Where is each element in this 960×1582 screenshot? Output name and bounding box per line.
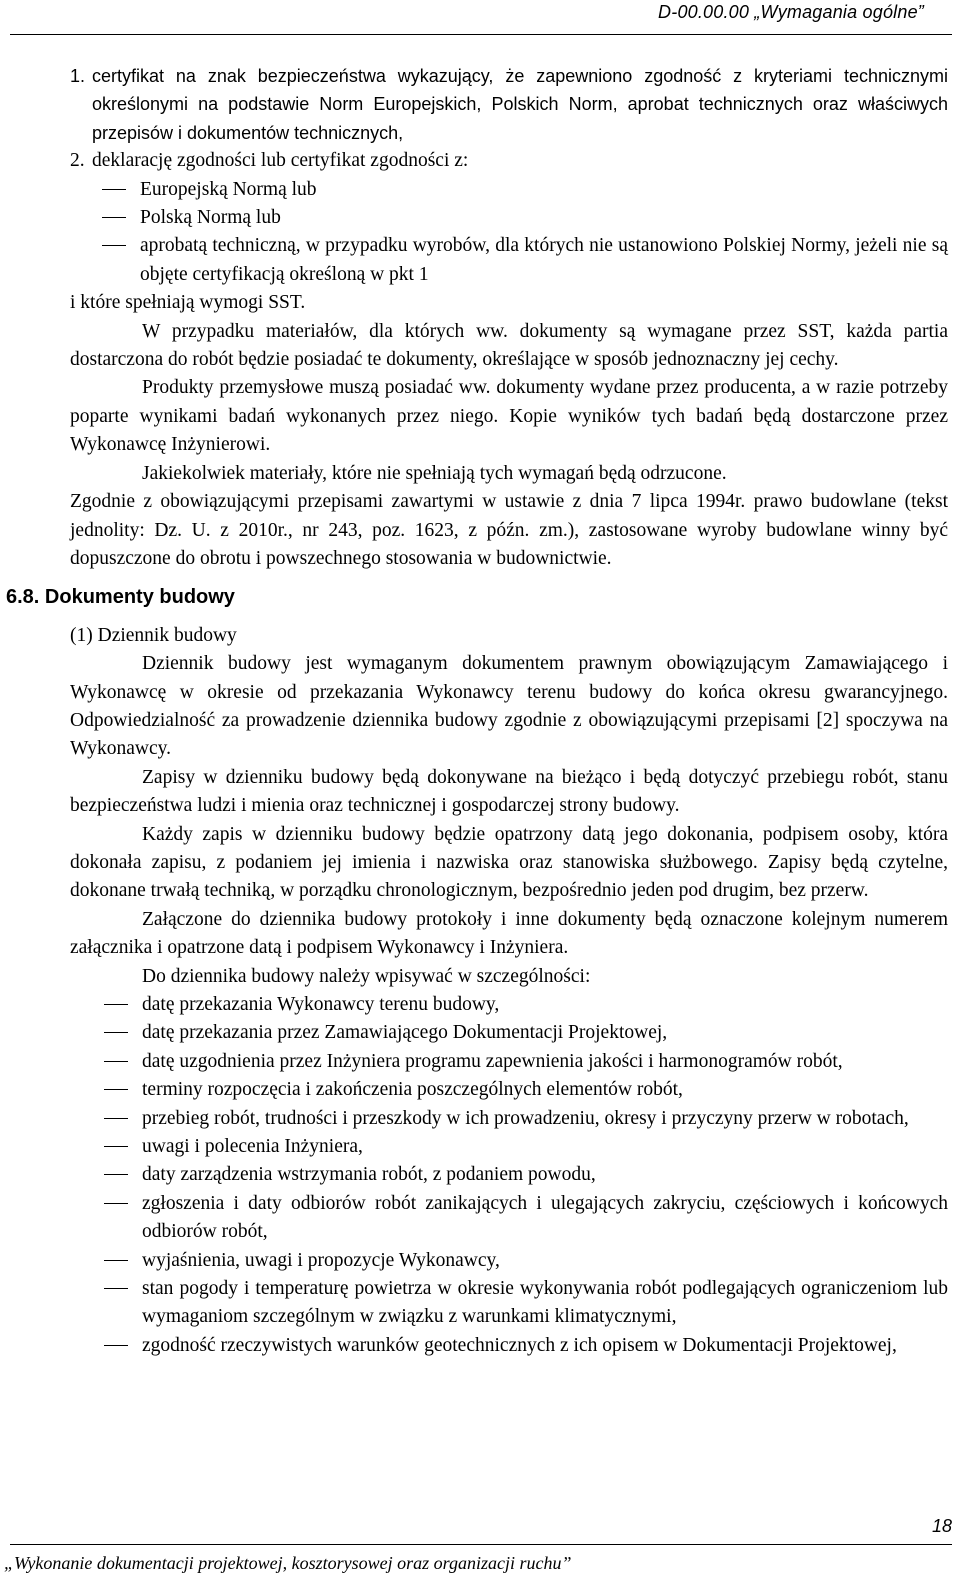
list-item: zgodność rzeczywistych warunków geotechnicznych z ich opisem w Dokumentacji Projektowej, bbox=[70, 1332, 948, 1360]
paragraph: Dziennik budowy jest wymaganym dokumentem prawnym obowiązującym Zamawiającego i Wykonawcę w okresie od przekazania Wykonawcy terenu budowy do końca okresu gwarancyjnego. Odpowiedzialność za prowadzenie dziennika budowy zgodnie z obowiązującymi przepisami [2] spoczywa na Wykonawcy. bbox=[70, 653, 948, 760]
paragraph: Załączone do dziennika budowy protokoły i inne dokumenty będą oznaczone kolejnym numerem załącznika i opatrzone datą i podpisem Wykonawcy i Inżyniera. bbox=[70, 908, 948, 959]
item-text: certyfikat na znak bezpieczeństwa wykazujący, że zapewniono zgodność z kryteriami technicznymi określonymi na podstawie Norm Europejskich, Polskich Norm, aprobat technicznych oraz właściwych przepisów i dokumentów technicznych, bbox=[92, 66, 948, 143]
list-item: uwagi i polecenia Inżyniera, bbox=[70, 1133, 948, 1161]
list-item: daty zarządzenia wstrzymania robót, z podaniem powodu, bbox=[70, 1161, 948, 1189]
running-header: D-00.00.00 „Wymagania ogólne” bbox=[658, 2, 924, 22]
dash-item: aprobatą techniczną, w przypadku wyrobów, dla których nie ustanowiono Polskiej Normy, jeżeli nie są objęte certyfikacją określoną w pkt 1 bbox=[70, 232, 948, 289]
numbered-item-2 bbox=[70, 147, 948, 175]
paragraph: Jakiekolwiek materiały, które nie spełniają tych wymagań będą odrzucone. bbox=[142, 462, 727, 484]
page-number: 18 bbox=[931, 1516, 952, 1536]
list-item: stan pogody i temperaturę powietrza w okresie wykonywania robót podlegających ograniczeniom lub wymaganiom szczególnym w związku z warunkami klimatycznymi, bbox=[70, 1275, 948, 1332]
dash-item: Europejską Normą lub bbox=[70, 176, 948, 204]
paragraph: Produkty przemysłowe muszą posiadać ww. dokumenty wydane przez producenta, a w razie potrzeby poparte wynikami badań wykonanych przez niego. Kopie wyników tych badań będą dostarczone przez Wykonawcę Inżynierowi. bbox=[70, 377, 948, 456]
list-item: terminy rozpoczęcia i zakończenia poszczególnych elementów robót, bbox=[70, 1076, 948, 1104]
list-item: datę przekazania przez Zamawiającego Dokumentacji Projektowej, bbox=[70, 1019, 948, 1047]
numbered-item-1 bbox=[70, 62, 948, 147]
header-rule bbox=[10, 34, 952, 35]
paragraph: Zgodnie z obowiązującymi przepisami zawartymi w ustawie z dnia 7 lipca 1994r. prawo budowlane (tekst jednolity: Dz. U. z 2010r., nr 243, poz. 1623, z późn. zm.), zastosowane wyroby budowlane winny być dopuszczone do obrotu i powszechnego stosowania w budownictwie. bbox=[70, 491, 948, 569]
list-item: zgłoszenia i daty odbiorów robót zanikających i ulegających zakryciu, częściowych i końcowych odbiorów robót, bbox=[70, 1190, 948, 1247]
list-intro: Do dziennika budowy należy wpisywać w szczególności: bbox=[142, 965, 591, 987]
subheading: (1) Dziennik budowy bbox=[70, 624, 237, 646]
section-heading: 6.8. Dokumenty budowy bbox=[6, 586, 235, 609]
list-item: wyjaśnienia, uwagi i propozycje Wykonawcy, bbox=[70, 1247, 948, 1275]
paragraph: W przypadku materiałów, dla których ww. dokumenty są wymagane przez SST, każda partia dostarczona do robót będzie posiadać te dokumenty, określające w sposób jednoznaczny jej cechy. bbox=[70, 320, 948, 371]
paragraph: Zapisy w dzienniku budowy będą dokonywane na bieżąco i będą dotyczyć przebiegu robót, stanu bezpieczeństwa ludzi i mienia oraz technicznej i gospodarczej strony budowy. bbox=[70, 766, 948, 817]
dash-item: Polską Normą lub bbox=[70, 204, 948, 232]
item-number: 2. bbox=[70, 150, 85, 172]
list-item: datę przekazania Wykonawcy terenu budowy, bbox=[70, 991, 948, 1019]
item-text: deklarację zgodności lub certyfikat zgodności z: bbox=[92, 150, 469, 172]
intro-tail: i które spełniają wymogi SST. bbox=[70, 292, 306, 314]
item-number: 1. bbox=[70, 66, 86, 86]
list-item: datę uzgodnienia przez Inżyniera programu zapewnienia jakości i harmonogramów robót, bbox=[70, 1048, 948, 1076]
page-content bbox=[6, 62, 948, 1360]
footer-rule bbox=[10, 1544, 952, 1545]
entry-list bbox=[70, 991, 948, 1360]
list-item: przebieg robót, trudności i przeszkody w ich prowadzeniu, okresy i przyczyny przerw w robotach, bbox=[70, 1105, 948, 1133]
paragraph: Każdy zapis w dzienniku budowy będzie opatrzony datą jego dokonania, podpisem osoby, która dokonała zapisu, z podaniem jej imienia i nazwiska oraz stanowiska służbowego. Zapisy będą czytelne, dokonane trwałą techniką, w porządku chronologicznym, bezpośrednio jeden pod drugim, bez przerw. bbox=[70, 823, 948, 902]
running-footer: „Wykonanie dokumentacji projektowej, kosztorysowej oraz organizacji ruchu” bbox=[4, 1553, 572, 1573]
